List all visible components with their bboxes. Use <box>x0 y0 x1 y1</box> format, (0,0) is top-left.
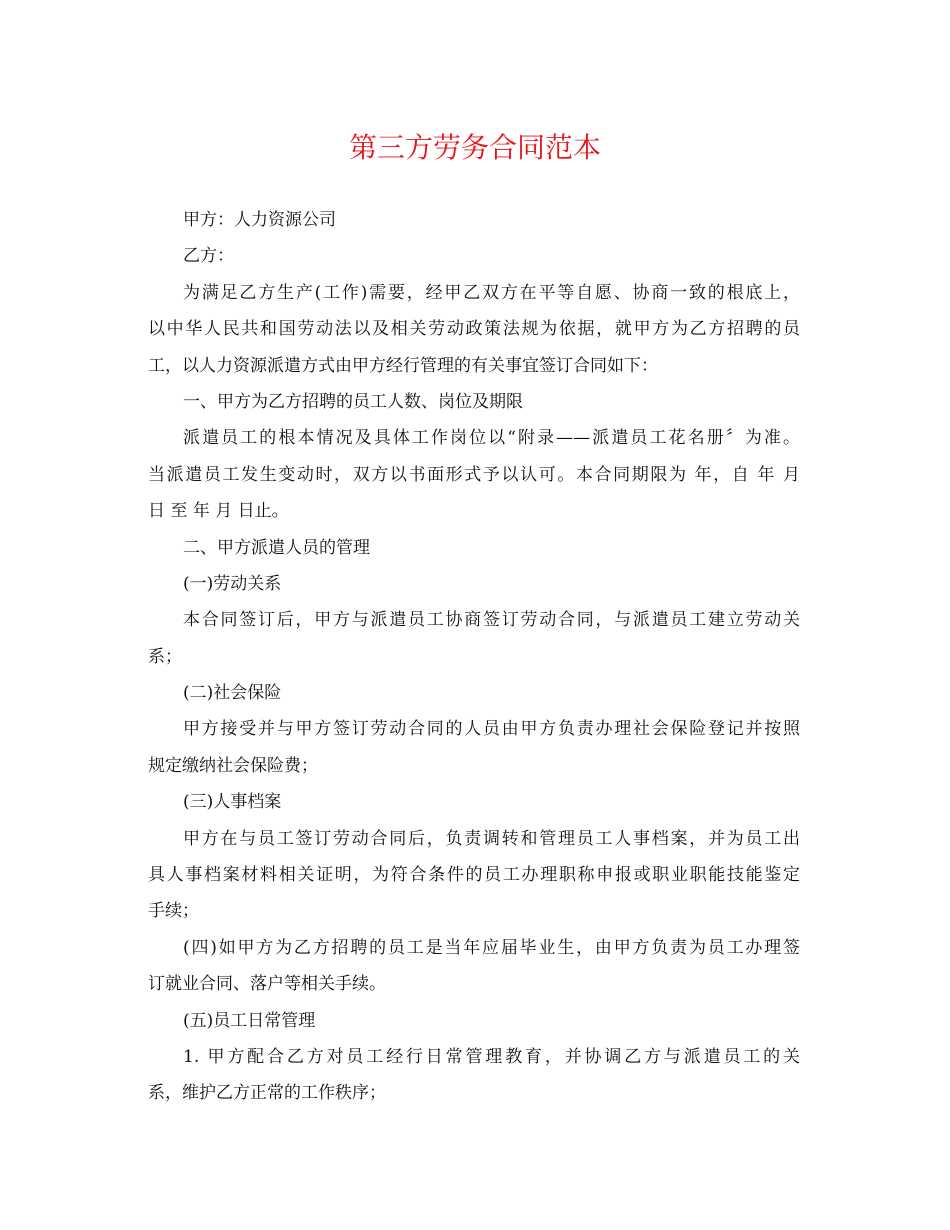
paragraph-line: (二)社会保险 <box>183 683 282 704</box>
document-body <box>148 202 800 1112</box>
paragraph-line: (四)如甲方为乙方招聘的员工是当年应届毕业生，由甲方负责为员工办理签 <box>183 937 800 958</box>
document-title: 第三方劳务合同范本 <box>348 131 601 164</box>
paragraph-line: 1. 甲方配合乙方对员工经行日常管理教育，并协调乙方与派遣员工的关 <box>183 1046 800 1067</box>
paragraph-line: 具人事档案材料相关证明，为符合条件的员工办理职称申报或职业职能技能鉴定 <box>148 865 800 886</box>
paragraph-line: 派遣员工的根本情况及具体工作岗位以“附录——派遣员工花名册〞为准。 <box>183 428 800 449</box>
paragraph-line: (五)员工日常管理 <box>183 1010 316 1031</box>
paragraph-line: 二、甲方派遣人员的管理 <box>183 537 370 558</box>
paragraph-line: 以中华人民共和国劳动法以及相关劳动政策法规为依据，就甲方为乙方招聘的员 <box>148 319 800 340</box>
paragraph-line: 订就业合同、落户等相关手续。 <box>148 974 386 995</box>
paragraph-line: 系； <box>148 646 182 667</box>
paragraph-line: 当派遣员工发生变动时，双方以书面形式予以认可。本合同期限为 年，自 年 月 <box>148 464 800 485</box>
paragraph-line: 工，以人力资源派遣方式由甲方经行管理的有关事宜签订合同如下： <box>148 355 658 376</box>
paragraph-line: 本合同签订后，甲方与派遣员工协商签订劳动合同，与派遣员工建立劳动关 <box>183 610 800 631</box>
paragraph-line: (一)劳动关系 <box>183 573 282 594</box>
paragraph-line: 乙方： <box>183 246 234 267</box>
paragraph-line: 甲方在与员工签订劳动合同后，负责调转和管理员工人事档案，并为员工出 <box>183 828 800 849</box>
paragraph-line: 甲方接受并与甲方签订劳动合同的人员由甲方负责办理社会保险登记并按照 <box>183 719 800 740</box>
paragraph-line: 规定缴纳社会保险费； <box>148 755 318 776</box>
paragraph-line: (三)人事档案 <box>183 792 282 813</box>
paragraph-line: 为满足乙方生产(工作)需要，经甲乙双方在平等自愿、协商一致的根底上， <box>183 282 800 303</box>
paragraph-line: 一、甲方为乙方招聘的员工人数、岗位及期限 <box>183 391 523 412</box>
paragraph-line: 系，维护乙方正常的工作秩序； <box>148 1083 386 1104</box>
paragraph-line: 甲方：人力资源公司 <box>183 210 336 230</box>
paragraph-line: 日 至 年 月 日止。 <box>148 501 289 522</box>
paragraph-line: 手续； <box>148 901 199 922</box>
